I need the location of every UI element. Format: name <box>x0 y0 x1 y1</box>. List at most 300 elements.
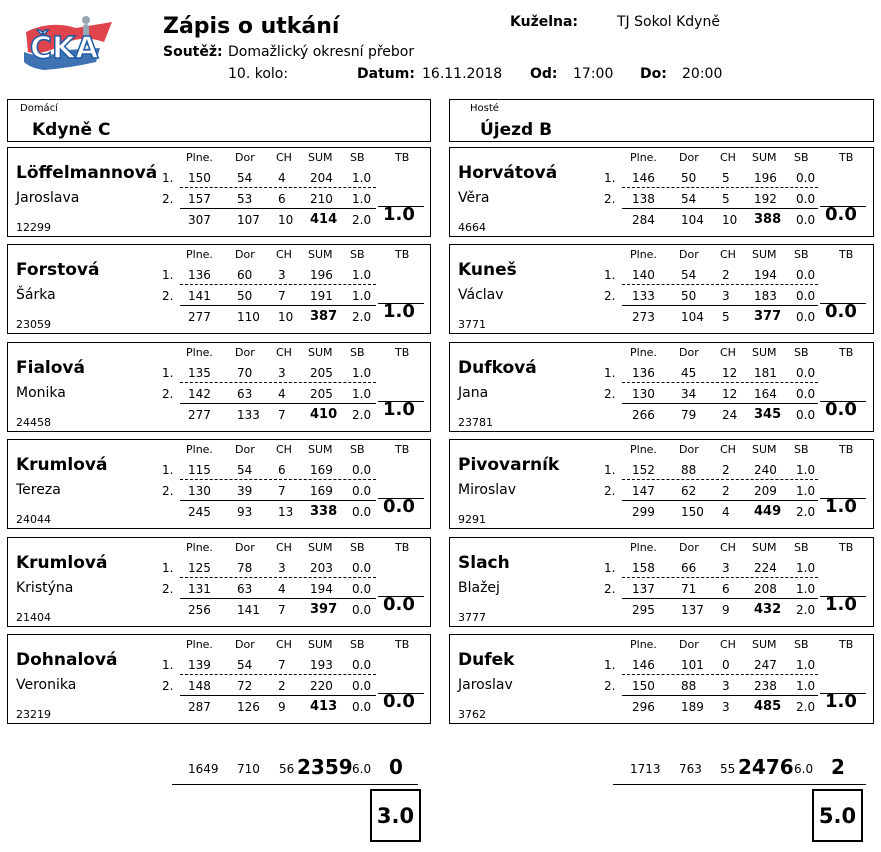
score-cell: 141 <box>188 289 211 303</box>
score-cell: 3 <box>278 268 286 282</box>
column-header: SB <box>350 638 365 651</box>
player-surname: Fialová <box>16 358 85 378</box>
column-header: Plne. <box>186 346 213 359</box>
column-header: SUM <box>752 638 777 651</box>
score-cell: 196 <box>310 268 333 282</box>
column-header: SB <box>350 541 365 554</box>
total-cell: 10 <box>278 213 294 227</box>
score-cell: 3 <box>278 366 286 380</box>
svg-text:ČKA: ČKA <box>30 31 99 66</box>
away-player-card <box>449 147 874 237</box>
total-cell: 141 <box>237 603 260 617</box>
column-header: TB <box>395 638 410 651</box>
score-cell: 1.0 <box>796 561 816 575</box>
column-header: Dor <box>679 346 699 359</box>
column-header: CH <box>276 638 292 651</box>
column-header: TB <box>395 443 410 456</box>
row-number: 1. <box>604 658 616 672</box>
home-total-ch: 56 <box>279 762 295 776</box>
round-label: 10. kolo: <box>228 66 289 82</box>
tb-divider <box>820 206 866 207</box>
score-cell: 0.0 <box>352 484 372 498</box>
score-cell: 0.0 <box>352 679 372 693</box>
total-cell: 4 <box>722 505 730 519</box>
column-header: TB <box>839 443 854 456</box>
score-cell: 88 <box>681 679 697 693</box>
column-header: Plne. <box>630 346 657 359</box>
total-cell: 2.0 <box>796 700 816 714</box>
column-header: Plne. <box>186 638 213 651</box>
tb-divider <box>820 303 866 304</box>
score-cell: 169 <box>310 463 333 477</box>
column-header: Dor <box>679 443 699 456</box>
score-cell: 131 <box>188 582 211 596</box>
score-cell: 135 <box>188 366 211 380</box>
column-header: Dor <box>235 638 255 651</box>
away-total-plne: 1713 <box>630 762 661 776</box>
score-cell: 60 <box>237 268 253 282</box>
column-header: SB <box>794 443 809 456</box>
player-surname: Löffelmannová <box>16 163 158 183</box>
player-first-name: Miroslav <box>458 482 517 498</box>
score-cell: 1.0 <box>796 463 816 477</box>
column-header: CH <box>720 443 736 456</box>
tb-divider <box>820 498 866 499</box>
total-cell: 7 <box>278 408 286 422</box>
home-total-sb: 6.0 <box>352 762 372 776</box>
solid-divider <box>622 403 818 404</box>
solid-divider <box>622 598 818 599</box>
column-header: SUM <box>308 541 333 554</box>
team-point: 1.0 <box>383 399 415 420</box>
total-cell: 0.0 <box>796 310 816 324</box>
score-cell: 152 <box>632 463 655 477</box>
home-player-card <box>7 147 431 237</box>
score-cell: 4 <box>278 582 286 596</box>
column-header: TB <box>839 151 854 164</box>
player-surname: Dufek <box>458 650 515 670</box>
total-cell: 273 <box>632 310 655 324</box>
solid-divider <box>180 500 376 501</box>
date-value: 16.11.2018 <box>422 66 503 82</box>
score-cell: 196 <box>754 171 777 185</box>
row-number: 1. <box>162 463 174 477</box>
total-cell: 3 <box>722 700 730 714</box>
solid-divider <box>180 598 376 599</box>
player-first-name: Jaroslav <box>458 677 513 693</box>
away-total-line <box>613 784 866 785</box>
score-cell: 0.0 <box>796 366 816 380</box>
team-point: 0.0 <box>825 399 857 420</box>
dashed-divider <box>180 479 376 480</box>
score-cell: 192 <box>754 192 777 206</box>
score-cell: 63 <box>237 582 253 596</box>
score-cell: 50 <box>681 289 697 303</box>
total-cell: 485 <box>754 699 782 714</box>
score-cell: 1.0 <box>796 658 816 672</box>
score-cell: 0.0 <box>796 192 816 206</box>
score-cell: 193 <box>310 658 333 672</box>
column-header: Dor <box>235 151 255 164</box>
score-cell: 138 <box>632 192 655 206</box>
column-header: Plne. <box>630 151 657 164</box>
tb-divider <box>378 693 424 694</box>
column-header: TB <box>839 638 854 651</box>
player-surname: Dufková <box>458 358 537 378</box>
score-cell: 181 <box>754 366 777 380</box>
total-cell: 287 <box>188 700 211 714</box>
total-cell: 9 <box>722 603 730 617</box>
tb-divider <box>378 498 424 499</box>
column-header: Dor <box>679 541 699 554</box>
player-first-name: Šárka <box>16 287 56 303</box>
score-cell: 140 <box>632 268 655 282</box>
total-cell: 7 <box>278 603 286 617</box>
player-first-name: Věra <box>458 190 490 206</box>
total-cell: 2.0 <box>796 603 816 617</box>
total-cell: 388 <box>754 212 782 227</box>
team-point: 1.0 <box>825 691 857 712</box>
column-header: SUM <box>752 443 777 456</box>
player-id: 3762 <box>458 708 486 721</box>
score-cell: 101 <box>681 658 704 672</box>
total-cell: 126 <box>237 700 260 714</box>
score-cell: 3 <box>722 289 730 303</box>
score-cell: 238 <box>754 679 777 693</box>
score-cell: 194 <box>310 582 333 596</box>
solid-divider <box>180 695 376 696</box>
away-player-card <box>449 439 874 529</box>
column-header: CH <box>276 248 292 261</box>
score-cell: 240 <box>754 463 777 477</box>
score-cell: 72 <box>237 679 253 693</box>
total-cell: 0.0 <box>352 700 372 714</box>
tb-divider <box>378 206 424 207</box>
total-cell: 432 <box>754 602 782 617</box>
player-id: 4664 <box>458 221 486 234</box>
column-header: SB <box>794 541 809 554</box>
score-cell: 1.0 <box>796 679 816 693</box>
dashed-divider <box>180 382 376 383</box>
column-header: SB <box>350 248 365 261</box>
player-surname: Krumlová <box>16 553 108 573</box>
player-first-name: Jaroslava <box>16 190 80 206</box>
away-team-name: Újezd B <box>480 120 553 140</box>
total-cell: 104 <box>681 310 704 324</box>
column-header: TB <box>839 541 854 554</box>
player-surname: Slach <box>458 553 510 573</box>
total-cell: 107 <box>237 213 260 227</box>
column-header: SUM <box>752 151 777 164</box>
total-cell: 410 <box>310 407 338 422</box>
score-cell: 2 <box>722 463 730 477</box>
alley-value: TJ Sokol Kdyně <box>617 14 720 30</box>
column-header: Dor <box>679 151 699 164</box>
total-cell: 24 <box>722 408 738 422</box>
score-cell: 70 <box>237 366 253 380</box>
column-header: Dor <box>235 248 255 261</box>
score-cell: 130 <box>632 387 655 401</box>
score-cell: 50 <box>681 171 697 185</box>
home-total-plne: 1649 <box>188 762 219 776</box>
home-team-box <box>7 99 431 142</box>
score-cell: 164 <box>754 387 777 401</box>
score-cell: 150 <box>632 679 655 693</box>
row-number: 1. <box>604 463 616 477</box>
column-header: SUM <box>308 151 333 164</box>
column-header: SB <box>794 248 809 261</box>
score-cell: 146 <box>632 171 655 185</box>
player-id: 24458 <box>16 416 51 429</box>
alley-label: Kuželna: <box>510 14 579 30</box>
column-header: Dor <box>235 346 255 359</box>
column-header: Plne. <box>186 151 213 164</box>
score-cell: 157 <box>188 192 211 206</box>
competition-label: Soutěž: <box>163 44 223 60</box>
score-cell: 3 <box>722 561 730 575</box>
total-cell: 2.0 <box>796 505 816 519</box>
score-cell: 5 <box>722 192 730 206</box>
solid-divider <box>180 208 376 209</box>
total-cell: 0.0 <box>796 408 816 422</box>
total-cell: 345 <box>754 407 782 422</box>
total-cell: 296 <box>632 700 655 714</box>
column-header: SUM <box>752 346 777 359</box>
column-header: CH <box>276 541 292 554</box>
player-first-name: Kristýna <box>16 580 74 596</box>
score-cell: 1.0 <box>352 366 372 380</box>
score-cell: 7 <box>278 289 286 303</box>
column-header: Dor <box>679 248 699 261</box>
total-cell: 5 <box>722 310 730 324</box>
away-label: Hosté <box>470 103 499 114</box>
column-header: TB <box>395 541 410 554</box>
score-cell: 0.0 <box>796 171 816 185</box>
solid-divider <box>622 305 818 306</box>
away-team-box <box>449 99 874 142</box>
column-header: TB <box>395 151 410 164</box>
player-first-name: Monika <box>16 385 66 401</box>
home-player-card <box>7 634 431 724</box>
player-surname: Horvátová <box>458 163 558 183</box>
player-surname: Pivovarník <box>458 455 560 475</box>
score-cell: 247 <box>754 658 777 672</box>
home-player-card <box>7 244 431 334</box>
player-id: 23781 <box>458 416 493 429</box>
column-header: SB <box>350 443 365 456</box>
row-number: 2. <box>162 484 174 498</box>
away-total-sb: 6.0 <box>794 762 814 776</box>
score-cell: 4 <box>278 387 286 401</box>
score-cell: 7 <box>278 658 286 672</box>
total-cell: 79 <box>681 408 697 422</box>
total-cell: 414 <box>310 212 338 227</box>
score-cell: 1.0 <box>352 387 372 401</box>
solid-divider <box>622 500 818 501</box>
score-cell: 169 <box>310 484 333 498</box>
column-header: TB <box>395 248 410 261</box>
to-label: Do: <box>640 66 667 82</box>
home-total-dor: 710 <box>237 762 260 776</box>
score-cell: 1.0 <box>796 484 816 498</box>
score-cell: 146 <box>632 658 655 672</box>
away-player-card <box>449 244 874 334</box>
score-cell: 54 <box>237 171 253 185</box>
team-point: 1.0 <box>825 496 857 517</box>
score-cell: 2 <box>278 679 286 693</box>
date-label: Datum: <box>357 66 415 82</box>
column-header: CH <box>720 346 736 359</box>
dashed-divider <box>622 382 818 383</box>
tb-divider <box>378 596 424 597</box>
total-cell: 284 <box>632 213 655 227</box>
competition-value: Domažlický okresní přebor <box>228 44 415 60</box>
score-cell: 12 <box>722 366 738 380</box>
player-first-name: Blažej <box>458 580 500 596</box>
dashed-divider <box>180 674 376 675</box>
column-header: CH <box>720 248 736 261</box>
row-number: 2. <box>604 582 616 596</box>
score-cell: 194 <box>754 268 777 282</box>
score-cell: 209 <box>754 484 777 498</box>
away-points-box: 5.0 <box>812 789 863 842</box>
score-cell: 0 <box>722 658 730 672</box>
player-surname: Dohnalová <box>16 650 118 670</box>
column-header: SB <box>794 638 809 651</box>
away-player-card <box>449 537 874 627</box>
tb-divider <box>820 693 866 694</box>
dashed-divider <box>622 479 818 480</box>
score-cell: 142 <box>188 387 211 401</box>
home-team-name: Kdyně C <box>32 120 111 140</box>
score-cell: 133 <box>632 289 655 303</box>
home-total-tb: 0 <box>389 755 403 779</box>
score-cell: 54 <box>237 463 253 477</box>
score-cell: 2 <box>722 268 730 282</box>
score-cell: 39 <box>237 484 253 498</box>
total-cell: 0.0 <box>352 603 372 617</box>
total-cell: 299 <box>632 505 655 519</box>
column-header: CH <box>276 346 292 359</box>
team-point: 0.0 <box>383 496 415 517</box>
row-number: 2. <box>604 679 616 693</box>
total-cell: 10 <box>722 213 738 227</box>
column-header: CH <box>720 541 736 554</box>
player-first-name: Václav <box>458 287 504 303</box>
column-header: Dor <box>235 443 255 456</box>
player-surname: Kuneš <box>458 260 517 280</box>
score-cell: 204 <box>310 171 333 185</box>
total-cell: 245 <box>188 505 211 519</box>
total-cell: 377 <box>754 309 782 324</box>
team-point: 1.0 <box>825 594 857 615</box>
score-cell: 183 <box>754 289 777 303</box>
total-cell: 295 <box>632 603 655 617</box>
dashed-divider <box>622 577 818 578</box>
column-header: Plne. <box>630 541 657 554</box>
tb-divider <box>378 303 424 304</box>
score-cell: 5 <box>722 171 730 185</box>
home-label: Domácí <box>20 103 58 114</box>
team-point: 0.0 <box>825 301 857 322</box>
score-cell: 88 <box>681 463 697 477</box>
score-cell: 54 <box>681 192 697 206</box>
player-first-name: Veronika <box>16 677 77 693</box>
solid-divider <box>622 208 818 209</box>
score-cell: 203 <box>310 561 333 575</box>
away-total-dor: 763 <box>679 762 702 776</box>
home-total-sum: 2359 <box>297 755 353 779</box>
column-header: SUM <box>752 248 777 261</box>
row-number: 1. <box>604 561 616 575</box>
column-header: Plne. <box>630 443 657 456</box>
player-id: 12299 <box>16 221 51 234</box>
row-number: 2. <box>162 192 174 206</box>
row-number: 1. <box>604 366 616 380</box>
score-cell: 224 <box>754 561 777 575</box>
row-number: 2. <box>604 387 616 401</box>
score-cell: 1.0 <box>352 171 372 185</box>
row-number: 2. <box>162 289 174 303</box>
total-cell: 13 <box>278 505 294 519</box>
player-id: 9291 <box>458 513 486 526</box>
dashed-divider <box>622 674 818 675</box>
column-header: SUM <box>752 541 777 554</box>
score-cell: 53 <box>237 192 253 206</box>
total-cell: 277 <box>188 408 211 422</box>
score-cell: 0.0 <box>352 658 372 672</box>
score-cell: 210 <box>310 192 333 206</box>
solid-divider <box>622 695 818 696</box>
score-cell: 136 <box>632 366 655 380</box>
row-number: 1. <box>162 268 174 282</box>
score-cell: 54 <box>681 268 697 282</box>
column-header: Plne. <box>630 638 657 651</box>
score-cell: 208 <box>754 582 777 596</box>
total-cell: 277 <box>188 310 211 324</box>
column-header: CH <box>276 151 292 164</box>
score-cell: 147 <box>632 484 655 498</box>
score-cell: 4 <box>278 171 286 185</box>
column-header: SUM <box>308 443 333 456</box>
score-cell: 2 <box>722 484 730 498</box>
home-player-card <box>7 537 431 627</box>
to-value: 20:00 <box>682 66 723 82</box>
score-cell: 66 <box>681 561 697 575</box>
score-cell: 0.0 <box>796 387 816 401</box>
total-cell: 0.0 <box>796 213 816 227</box>
from-label: Od: <box>530 66 558 82</box>
page-title: Zápis o utkání <box>163 14 340 39</box>
team-point: 0.0 <box>383 691 415 712</box>
total-cell: 256 <box>188 603 211 617</box>
score-cell: 45 <box>681 366 697 380</box>
row-number: 2. <box>162 679 174 693</box>
total-cell: 307 <box>188 213 211 227</box>
total-cell: 397 <box>310 602 338 617</box>
player-id: 3771 <box>458 318 486 331</box>
column-header: Plne. <box>630 248 657 261</box>
score-cell: 220 <box>310 679 333 693</box>
score-cell: 191 <box>310 289 333 303</box>
column-header: SUM <box>308 248 333 261</box>
row-number: 1. <box>162 658 174 672</box>
total-cell: 189 <box>681 700 704 714</box>
home-player-card <box>7 342 431 432</box>
score-cell: 148 <box>188 679 211 693</box>
dashed-divider <box>180 284 376 285</box>
solid-divider <box>180 305 376 306</box>
